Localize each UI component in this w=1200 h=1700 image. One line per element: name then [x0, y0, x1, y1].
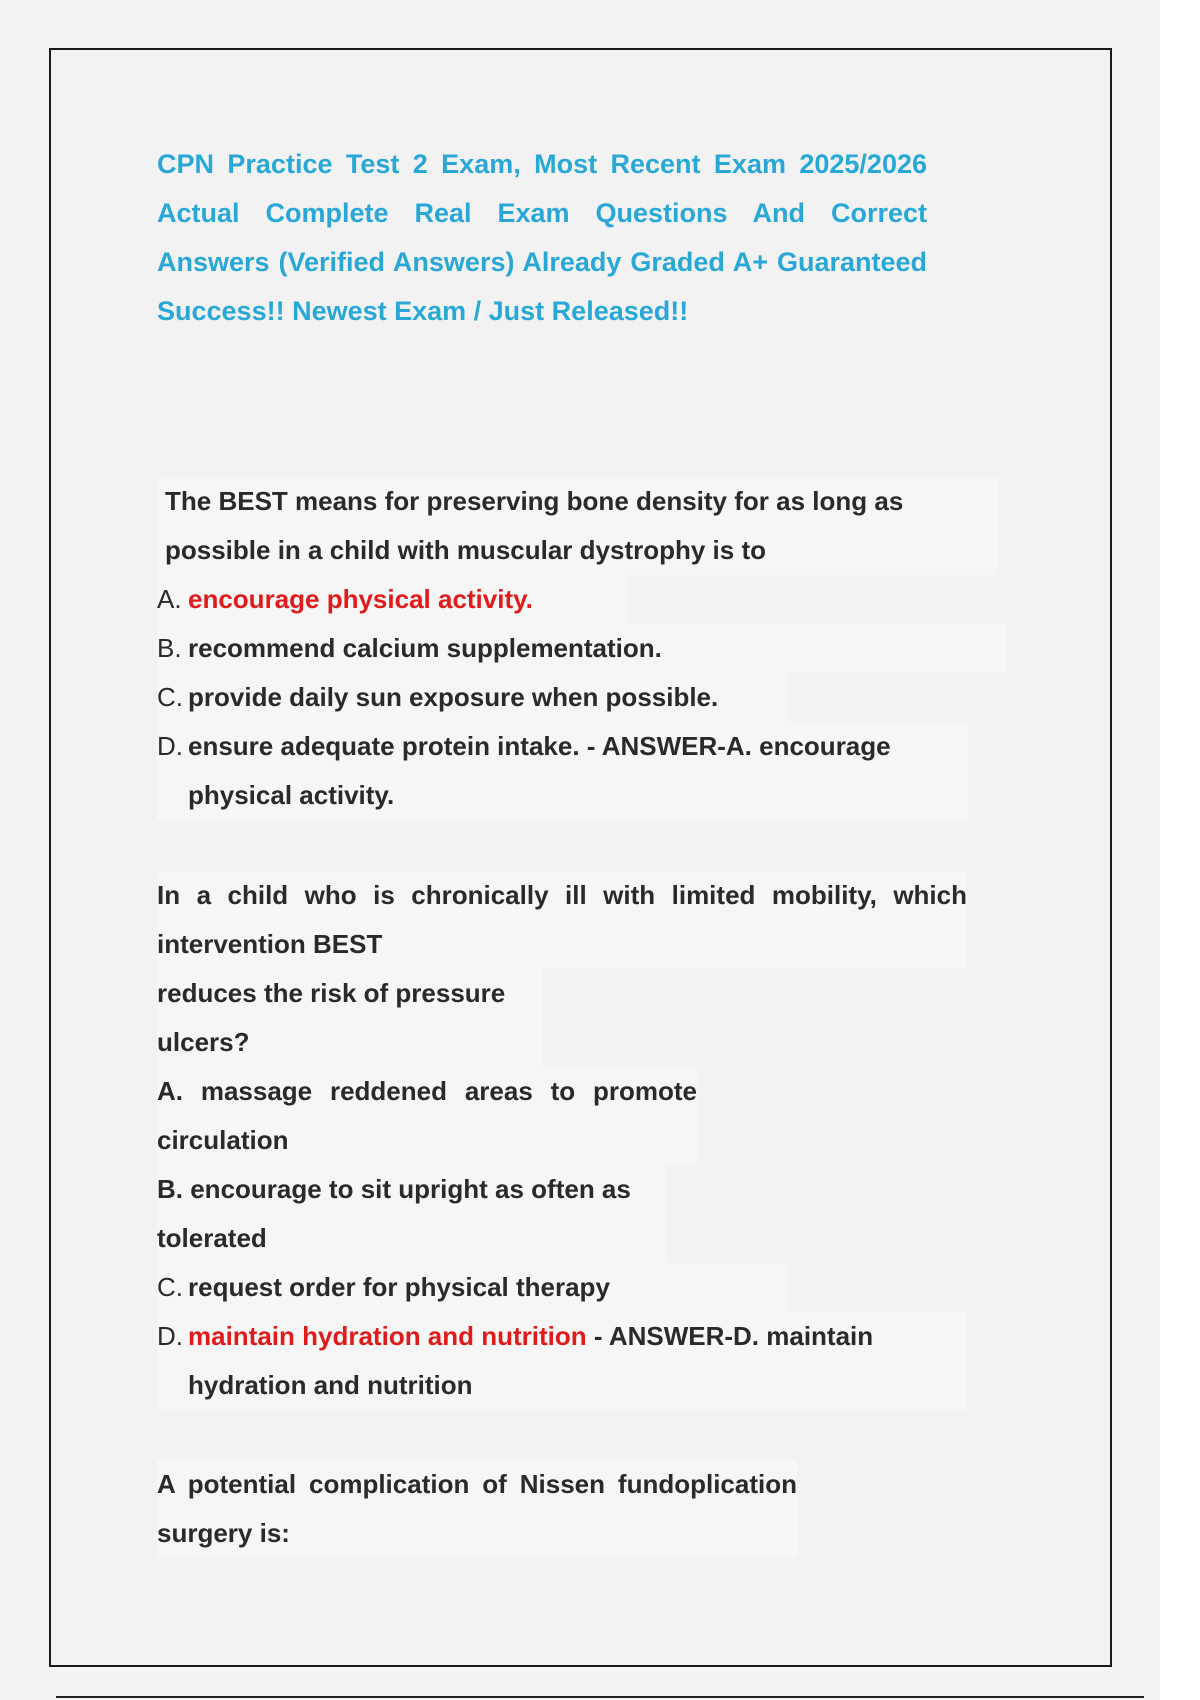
- question-1-option-a: [157, 575, 628, 624]
- option-text: request order for physical therapy: [188, 1272, 610, 1302]
- question-3-stem: A potential complication of Nissen fundoplication surgery is:: [157, 1460, 797, 1558]
- question-1-option-d: [157, 722, 968, 820]
- question-1: [157, 477, 997, 820]
- question-3: [157, 1460, 797, 1558]
- question-1-option-b: [157, 624, 1006, 673]
- option-letter: B.: [157, 633, 182, 663]
- answer-suffix: - ANSWER-D. maintain hydration and nutrition: [188, 1321, 874, 1400]
- question-2-option-c: [157, 1263, 788, 1312]
- option-letter: D.: [157, 1321, 183, 1351]
- document-title: CPN Practice Test 2 Exam, Most Recent Exam 2025/2026 Actual Complete Real Exam Questions And Correct Answers (Verified Answers) Already Graded A+ Guaranteed Success!! Newest Exam / Just Released!!: [157, 149, 927, 326]
- option-text-correct: maintain hydration and nutrition: [188, 1321, 587, 1351]
- option-letter: A.: [157, 584, 182, 614]
- question-2-stem-line2: reduces the risk of pressure: [157, 969, 542, 1018]
- right-margin-strip: [1160, 0, 1200, 1700]
- option-letter: D.: [157, 731, 183, 761]
- option-text: recommend calcium supplementation.: [188, 633, 662, 663]
- question-2-option-a: A. massage reddened areas to promote circulation: [157, 1067, 697, 1165]
- option-text-correct: encourage physical activity.: [188, 584, 533, 614]
- question-2-stem-line3: ulcers?: [157, 1018, 542, 1067]
- bottom-rule: [56, 1696, 1144, 1698]
- question-2-option-d: [157, 1312, 967, 1410]
- question-2: [157, 871, 967, 1410]
- question-1-stem: The BEST means for preserving bone density for as long as possible in a child with muscular dystrophy is to: [157, 477, 997, 575]
- question-1-option-c: [157, 673, 788, 722]
- question-2-stem-line1: In a child who is chronically ill with limited mobility, which intervention BEST: [157, 871, 967, 969]
- option-text: ensure adequate protein intake. - ANSWER-A. encourage physical activity.: [188, 731, 891, 810]
- question-2-option-b: B. encourage to sit upright as often as tolerated: [157, 1165, 667, 1263]
- option-text: provide daily sun exposure when possible.: [188, 682, 719, 712]
- option-letter: C.: [157, 1272, 183, 1302]
- option-letter: C.: [157, 682, 183, 712]
